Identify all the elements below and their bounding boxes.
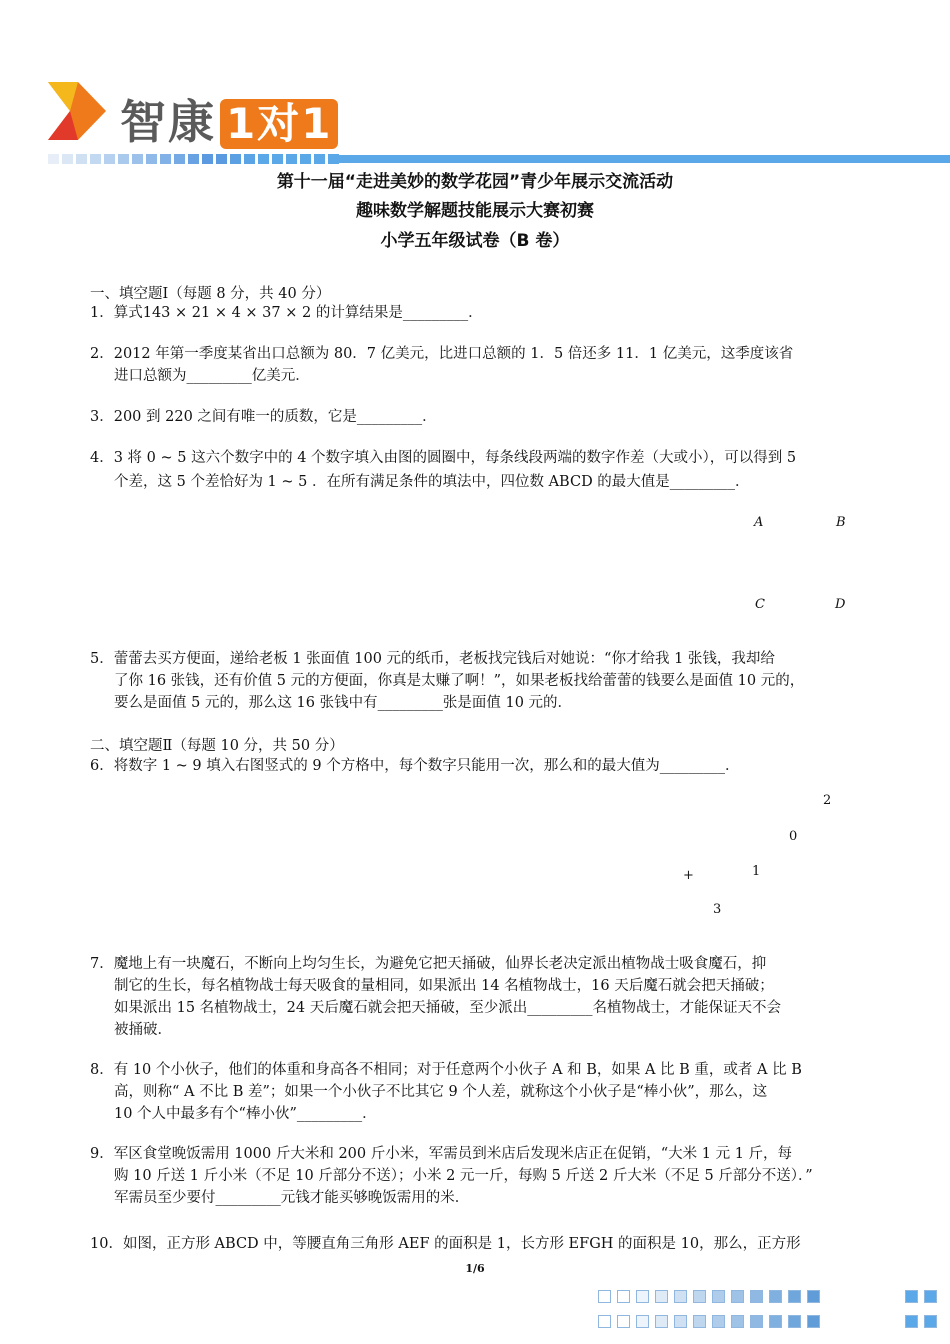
section-heading-2: 二、填空题Ⅱ（每题 10 分，共 50 分） — [90, 738, 344, 754]
question-7-line2: 制它的生长，每名植物战士每天吸食的量相同，如果派出 14 名植物战士，16 天后魔石就会把天捅破； — [114, 978, 774, 994]
question-8-line2: 高，则称“ A 不比 B 差”；如果一个小伙子不比其它 9 个人差，就称这个小伙子是“棒小伙”，那么，这 — [114, 1084, 768, 1100]
section-heading-1: 一、填空题Ⅰ（每题 8 分，共 40 分） — [90, 286, 331, 302]
question-4-line1: 4．3 将 0 ~ 5 这六个数字中的 4 个数字填入由图的圆圈中，每条线段两端的数字作差（大或小），可以得到 5 — [90, 450, 797, 466]
title-line2: 趣味数学解题技能展示大赛初赛 — [356, 201, 594, 221]
brand-name: 智康 — [120, 95, 216, 149]
brand-logo — [120, 86, 338, 152]
fig6-digit-1: 2 — [823, 793, 832, 808]
page-number: 1/6 — [465, 1262, 485, 1275]
question-2-line2: 进口总额为_________亿美元． — [114, 368, 310, 384]
question-3: 3．200 到 220 之间有唯一的质数，它是_________． — [90, 409, 437, 425]
title-line3: 小学五年级试卷（B 卷） — [380, 231, 570, 251]
fig4-label-b: B — [836, 515, 846, 530]
title-line1: 第十一届“走进美妙的数学花园”青少年展示交流活动 — [276, 172, 674, 192]
brand-badge: 1对1 — [220, 99, 338, 149]
logo-mark-icon — [48, 82, 106, 140]
question-9-line2: 购 10 斤送 1 斤小米（不足 10 斤部分不送）；小米 2 元一斤，每购 5 斤送 2 斤大米（不足 5 斤部分不送）．” — [114, 1168, 813, 1184]
question-1: 1．算式143 × 21 × 4 × 37 × 2 的计算结果是_________． — [90, 305, 483, 321]
question-4-line2: 个差，这 5 个差恰好为 1 ~ 5 ．在所有满足条件的填法中，四位数 ABCD 的最大值是_________． — [114, 474, 750, 490]
question-8-line1: 8．有 10 个小伙子，他们的体重和身高各不相同；对于任意两个小伙子 A 和 B，如果 A 比 B 重，或者 A 比 B — [90, 1062, 802, 1078]
question-8-line3: 10 个人中最多有个“棒小伙”_________． — [114, 1106, 377, 1122]
footer-decoration-right — [905, 1290, 937, 1328]
question-9-line1: 9．军区食堂晚饭需用 1000 斤大米和 200 斤小米，军需员到米店后发现米店正在促销，“大米 1 元 1 斤，每 — [90, 1146, 793, 1162]
question-7-line3: 如果派出 15 名植物战士，24 天后魔石就会把天捅破，至少派出_________名植物战士，才能保证天不会 — [114, 1000, 781, 1016]
question-2-line1: 2．2012 年第一季度某省出口总额为 80．7 亿美元，比进口总额的 1．5 倍还多 11．1 亿美元，这季度该省 — [90, 346, 794, 362]
fig6-digit-2: 0 — [789, 829, 798, 844]
question-5-line3: 要么是面值 5 元的，那么这 16 张钱中有_________张是面值 10 元的． — [114, 695, 573, 711]
question-6: 6．将数字 1 ~ 9 填入右图竖式的 9 个方格中，每个数字只能用一次，那么和的最大值为_________． — [90, 758, 740, 774]
fig6-plus-sign: + — [683, 868, 694, 883]
question-9-line3: 军需员至少要付_________元钱才能买够晚饭需用的米． — [114, 1190, 470, 1206]
question-5-line2: 了你 16 张钱，还有价值 5 元的方便面，你真是太赚了啊！”，如果老板找给蕾蕾的钱要么是面值 10 元的， — [114, 673, 805, 689]
fig4-label-c: C — [755, 597, 765, 612]
fig4-label-d: D — [835, 597, 846, 612]
question-7-line4: 被捅破． — [114, 1022, 172, 1038]
footer-decoration — [598, 1290, 820, 1328]
fig6-digit-4: 3 — [713, 902, 722, 917]
question-5-line1: 5．蕾蕾去买方便面，递给老板 1 张面值 100 元的纸币，老板找完钱后对她说：“你才给我 1 张钱，我却给 — [90, 651, 775, 667]
question-7-line1: 7．魔地上有一块魔石，不断向上均匀生长，为避免它把天捅破，仙界长老决定派出植物战士吸食魔石，抑 — [90, 956, 767, 972]
header-rule — [330, 155, 950, 163]
fig6-digit-3: 1 — [752, 864, 761, 879]
fig4-label-a: A — [754, 515, 764, 530]
header-decoration — [48, 154, 339, 164]
question-10-line1: 10．如图，正方形 ABCD 中，等腰直角三角形 AEF 的面积是 1，长方形 EFGH 的面积是 10，那么，正方形 — [90, 1236, 801, 1252]
